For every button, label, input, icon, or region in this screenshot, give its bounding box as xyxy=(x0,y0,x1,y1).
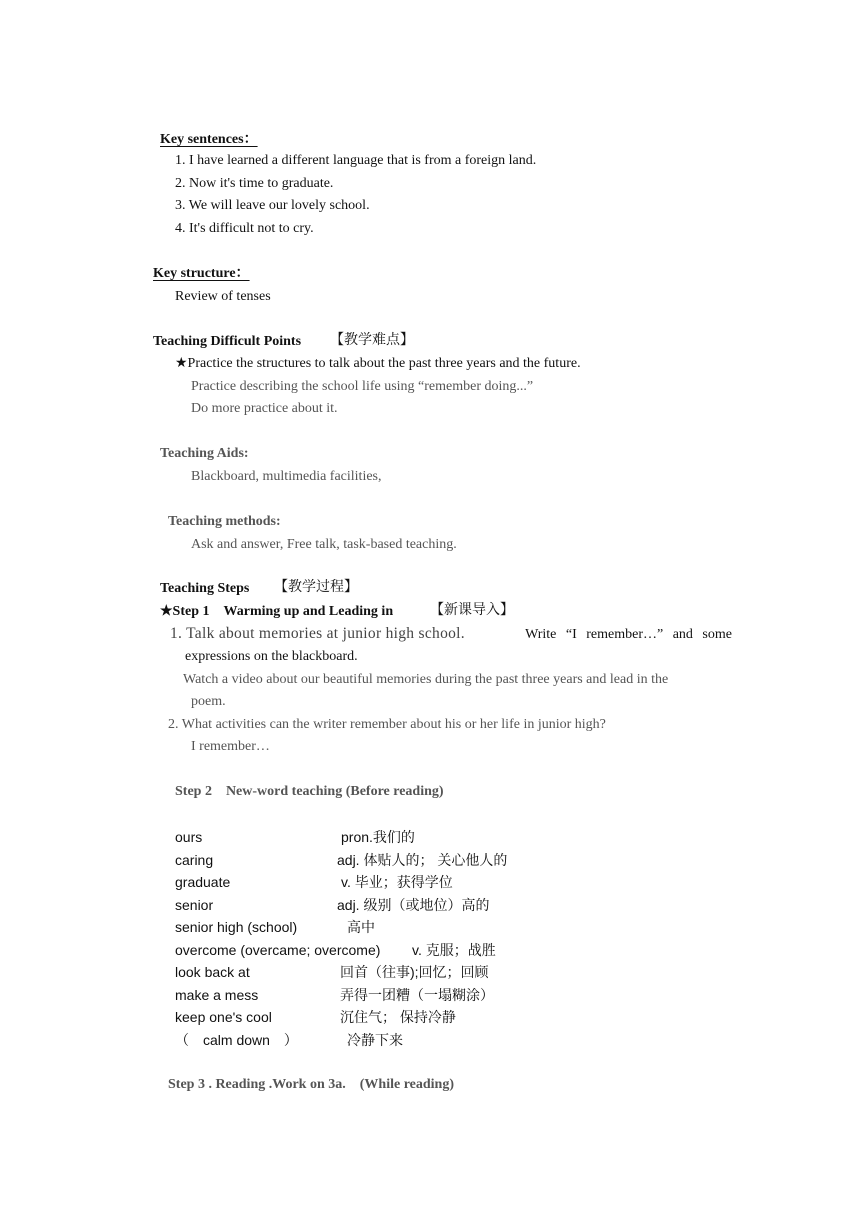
step3-heading: Step 3 . Reading .Work on 3a. (While reading) xyxy=(168,1077,454,1092)
step1-item2: 2. What activities can the writer remember about his or her life in junior high? xyxy=(168,717,606,732)
difficult-points-heading: Teaching Difficult Points xyxy=(153,334,302,349)
difficult-point-2: Practice describing the school life using “remember doing...” xyxy=(191,379,534,394)
vocab-word: graduate xyxy=(175,874,231,890)
vocab-meaning: 弄得一团糟（一塌糊涂） xyxy=(340,987,494,1003)
vocab-meaning: adj. 级别（或地位）高的 xyxy=(337,897,490,913)
steps-heading: Teaching Steps xyxy=(160,581,250,596)
vocab-word: caring xyxy=(175,852,214,868)
step1-item1-a: 1. Talk about memories at junior high school. xyxy=(170,625,465,642)
step2-heading: Step 2 New-word teaching (Before reading) xyxy=(175,784,444,799)
step1-item1-b: Write “I remember…” and some xyxy=(525,627,732,642)
vocab-word: senior xyxy=(175,897,214,913)
difficult-point-1: ★Practice the structures to talk about the past three years and the future. xyxy=(175,356,581,371)
difficult-point-3: Do more practice about it. xyxy=(191,401,338,416)
vocab-word: （ calm down ） xyxy=(175,1032,298,1048)
key-sentence-1: 1. I have learned a different language that is from a foreign land. xyxy=(175,153,537,168)
vocab-meaning: 沉住气； 保持冷静 xyxy=(340,1009,456,1025)
key-sentences-heading: Key sentences： xyxy=(160,132,258,147)
aids-heading: Teaching Aids: xyxy=(160,446,249,461)
vocab-meaning: 冷静下来 xyxy=(347,1032,403,1048)
key-structure-heading: Key structure： xyxy=(153,266,250,281)
steps-heading-cn: 【教学过程】 xyxy=(274,580,358,595)
step1-item1-c: expressions on the blackboard. xyxy=(185,649,358,664)
step1-heading: ★Step 1 Warming up and Leading in xyxy=(160,604,394,619)
step1-item1-d: Watch a video about our beautiful memories during the past three years and lead in the xyxy=(183,672,669,687)
step1-heading-cn: 【新课导入】 xyxy=(430,603,514,618)
key-structure-text: Review of tenses xyxy=(175,289,271,304)
vocab-word: look back at xyxy=(175,964,250,980)
step1-item1-e: poem. xyxy=(191,694,226,709)
vocab-meaning: 回首（往事);回忆；回顾 xyxy=(340,964,489,980)
vocab-meaning: 高中 xyxy=(347,919,375,935)
key-sentence-4: 4. It's difficult not to cry. xyxy=(175,221,314,236)
step1-item2-b: I remember… xyxy=(191,739,270,754)
vocab-word: make a mess xyxy=(175,987,259,1003)
methods-heading: Teaching methods: xyxy=(168,514,281,529)
vocab-word: senior high (school) xyxy=(175,919,298,935)
difficult-points-heading-cn: 【教学难点】 xyxy=(330,333,414,348)
vocab-meaning: v. 毕业；获得学位 xyxy=(341,874,453,890)
vocab-word: keep one's cool xyxy=(175,1009,272,1025)
vocab-word: overcome (overcame; overcome) xyxy=(175,942,381,958)
vocab-meaning: pron.我们的 xyxy=(341,829,415,845)
step1-item1-line xyxy=(170,625,732,644)
vocab-meaning: adj. 体贴人的； 关心他人的 xyxy=(337,852,508,868)
vocab-meaning: v. 克服；战胜 xyxy=(412,942,496,958)
key-sentence-3: 3. We will leave our lovely school. xyxy=(175,198,370,213)
vocab-word: ours xyxy=(175,829,203,845)
aids-text: Blackboard, multimedia facilities, xyxy=(191,469,382,484)
methods-text: Ask and answer, Free talk, task-based teaching. xyxy=(191,537,457,552)
key-sentence-2: 2. Now it's time to graduate. xyxy=(175,176,334,191)
